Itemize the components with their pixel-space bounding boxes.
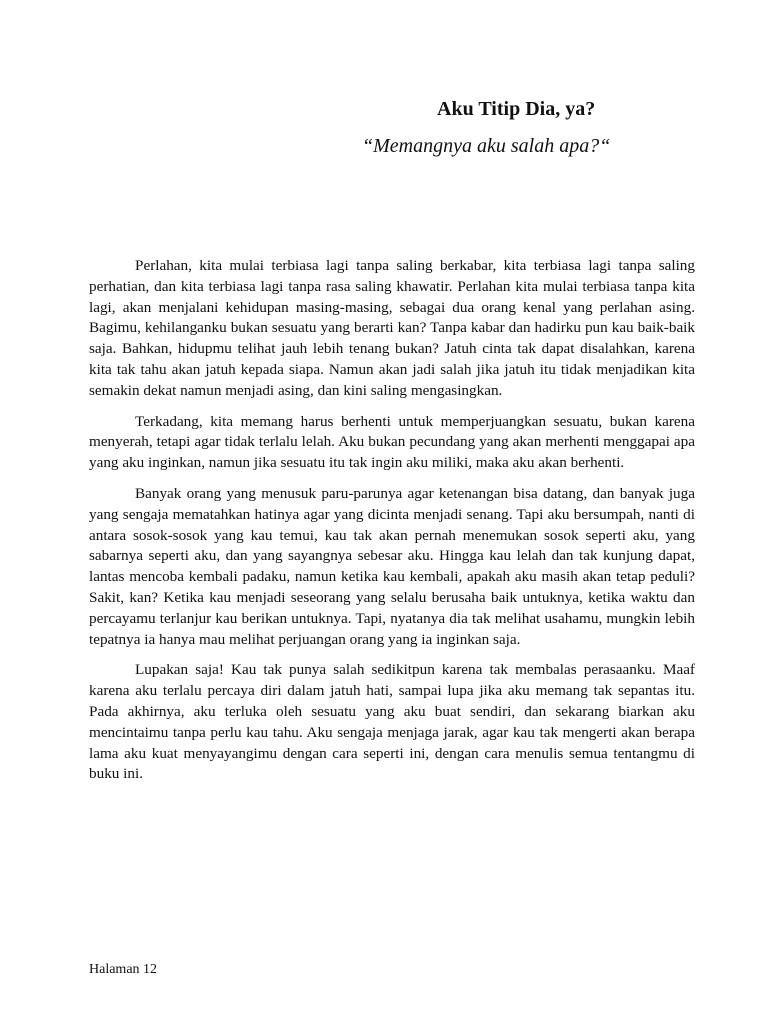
page-number: Halaman 12: [89, 962, 158, 977]
page-title: Aku Titip Dia, ya?: [437, 98, 596, 120]
paragraph-1: Perlahan, kita mulai terbiasa lagi tanpa saling berkabar, kita terbiasa lagi tanpa saling perhatian, dan kita terbiasa lagi tanpa rasa saling khawatir. Perlahan kita mulai terbiasa tanpa kita lagi, akan menjalani kehidupan masing-masing, sebagai dua orang kenal yang perlahan asing. Bagimu, kehilanganku bukan sesuatu yang berarti kan? Tanpa kabar dan hadirku pun kau baik-baik saja. Bahkan, hidupmu telihat jauh lebih tenang bukan? Jatuh cinta tak dapat disalahkan, karena kita tak tahu akan jatuh kepada siapa. Namun akan jadi salah jika jatuh itu tidak menjadikan kita semakin dekat namun menjadi asing, dan kini saling mengasingkan.: [89, 257, 695, 399]
body-text: [89, 256, 695, 795]
paragraph-4: Lupakan saja! Kau tak punya salah sedikitpun karena tak membalas perasaanku. Maaf karena aku terlalu percaya diri dalam jatuh hati, sampai lupa jika aku memang tak sepantas itu. Pada akhirnya, aku terluka oleh sesuatu yang aku buat sendiri, dan sekarang biarkan aku mencintaimu tanpa perlu kau tahu. Aku sengaja menjaga jarak, agar kau tak mengerti akan berapa lama aku kuat menyayangimu dengan cara seperti ini, dengan cara menulis semua tentangmu di buku ini.: [89, 661, 695, 783]
page-subtitle: “Memangnya aku salah apa?“: [362, 135, 611, 157]
paragraph-2: Terkadang, kita memang harus berhenti untuk memperjuangkan sesuatu, bukan karena menyerah, tetapi agar tidak terlalu lelah. Aku bukan pecundang yang akan merhenti menggapai apa yang aku inginkan, namun jika sesuatu itu tak ingin aku miliki, maka aku akan berhenti.: [89, 412, 695, 472]
paragraph-3: Banyak orang yang menusuk paru-parunya agar ketenangan bisa datang, dan banyak juga yang sengaja mematahkan hatinya agar yang dicinta menjadi senang. Tapi aku bersumpah, nanti di antara sosok-sosok yang kau temui, kau tak akan pernah menemukan sosok seperti aku, yang sabarnya seperti aku, dan yang sayangnya sebesar aku. Hingga kau lelah dan tak kunjung dapat, lantas mencoba kembali padaku, namun ketika kau kembali, apakah aku masih akan tetap peduli? Sakit, kan? Ketika kau menjadi seseorang yang selalu berusaha baik untuknya, ketika waktu dan percayamu terlanjur kau berikan untuknya. Tapi, nyatanya dia tak melihat usahamu, mungkin lebih tepatnya ia hanya mau melihat perjuangan orang yang ia inginkan saja.: [89, 484, 695, 648]
